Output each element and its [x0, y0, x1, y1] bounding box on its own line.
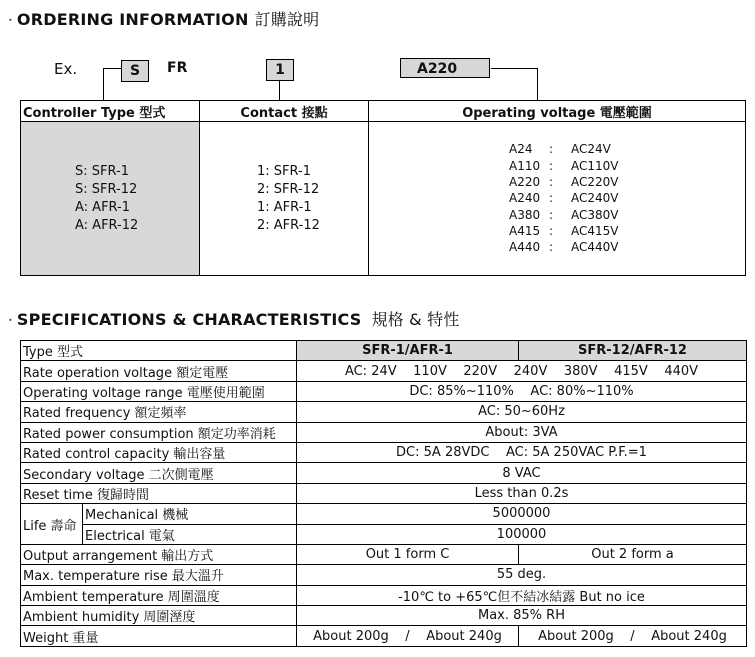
specs-title-zh: 規格 & 特性 [371, 310, 460, 329]
bullet-icon: • [8, 316, 13, 325]
freq-label: Rated frequency 額定頻率 [21, 402, 297, 422]
power-label: Rated power consumption 額定功率消耗 [21, 422, 297, 442]
separator: : [549, 175, 554, 190]
table-row [21, 606, 747, 626]
example-box-contact: 1 [266, 59, 294, 81]
electrical-label: Electrical 電氣 [83, 524, 297, 544]
weight-a-value: About 200g / About 240g [297, 626, 519, 646]
header-contact: Contact 接點 [200, 101, 369, 122]
list-item [509, 223, 619, 239]
ambient-temp-label: Ambient temperature 周圍溫度 [21, 585, 297, 605]
table-row [21, 504, 747, 524]
voltage-value: AC415V [571, 223, 619, 238]
ordering-title-zh: 訂購說明 [254, 10, 320, 29]
temp-rise-value: 55 deg. [297, 565, 747, 585]
voltage-cell [369, 122, 746, 276]
electrical-value: 100000 [297, 524, 747, 544]
rate-voltage-value: AC: 24V 110V 220V 240V 380V 415V 440V [297, 361, 747, 381]
voltage-value: AC380V [571, 207, 619, 222]
list-item: S: SFR-1 [75, 163, 129, 179]
output-a-value: Out 1 form C [297, 544, 519, 564]
contact-list [257, 163, 320, 235]
separator: : [549, 223, 554, 238]
freq-value: AC: 50~60Hz [297, 402, 747, 422]
voltage-code: A110 [509, 158, 541, 173]
list-item: 1: AFR-1 [257, 199, 312, 215]
list-item: A: AFR-12 [75, 217, 139, 233]
secondary-value: 8 VAC [297, 463, 747, 483]
example-box-controller: S [121, 60, 149, 82]
list-item [509, 190, 619, 206]
header-operating-voltage: Operating voltage 電壓範圍 [369, 101, 746, 122]
separator: : [549, 191, 554, 206]
separator: : [549, 207, 554, 222]
voltage-value: AC240V [571, 191, 619, 206]
ordering-title-text: ORDERING INFORMATION [16, 10, 249, 29]
voltage-value: AC220V [571, 175, 619, 190]
reset-value: Less than 0.2s [297, 483, 747, 503]
separator: : [549, 158, 554, 173]
list-item [509, 141, 619, 157]
table-row [21, 544, 747, 564]
specs-title-text: SPECIFICATIONS & CHARACTERISTICS [16, 310, 362, 329]
voltage-list [509, 141, 619, 255]
secondary-label: Secondary voltage 二次側電壓 [21, 463, 297, 483]
mechanical-label: Mechanical 機械 [83, 504, 297, 524]
list-item: 2: AFR-12 [257, 217, 320, 233]
power-value: About: 3VA [297, 422, 747, 442]
controller-type-list [75, 163, 138, 235]
life-label: Life 壽命 [21, 504, 83, 545]
connector-line [103, 68, 121, 69]
voltage-code: A415 [509, 223, 541, 238]
separator: : [549, 142, 554, 157]
table-row [21, 565, 747, 585]
table-row [21, 381, 747, 401]
output-b-value: Out 2 form a [519, 544, 747, 564]
op-range-value: DC: 85%~110% AC: 80%~110% [297, 381, 747, 401]
table-row [21, 626, 747, 646]
example-fr: FR [167, 60, 188, 76]
humidity-label: Ambient humidity 周圍溼度 [21, 606, 297, 626]
separator: : [549, 240, 554, 255]
table-row [21, 341, 747, 361]
list-item [509, 239, 619, 255]
weight-label: Weight 重量 [21, 626, 297, 646]
contact-cell [200, 122, 369, 276]
list-item: 1: SFR-1 [257, 163, 311, 179]
model-b-header: SFR-12/AFR-12 [519, 341, 747, 361]
control-value: DC: 5A 28VDC AC: 5A 250VAC P.F.=1 [297, 442, 747, 462]
table-row [21, 402, 747, 422]
ambient-temp-value: -10℃ to +65℃但不結冰結露 But no ice [297, 585, 747, 605]
header-controller-type: Controller Type 型式 [21, 101, 200, 122]
voltage-value: AC440V [571, 240, 619, 255]
list-item: 2: SFR-12 [257, 181, 320, 197]
bullet-icon: • [8, 16, 13, 25]
connector-line [537, 68, 538, 101]
type-label: Type 型式 [21, 341, 297, 361]
table-row [21, 422, 747, 442]
voltage-code: A440 [509, 240, 541, 255]
specs-section-title [8, 307, 460, 330]
voltage-value: AC110V [571, 158, 619, 173]
humidity-value: Max. 85% RH [297, 606, 747, 626]
table-row [21, 463, 747, 483]
voltage-value: AC24V [571, 142, 611, 157]
list-item: A: AFR-1 [75, 199, 131, 215]
voltage-code: A240 [509, 191, 541, 206]
table-row [21, 585, 747, 605]
controller-type-cell [21, 122, 200, 276]
voltage-code: A220 [509, 175, 541, 190]
rate-voltage-label: Rate operation voltage 額定電壓 [21, 361, 297, 381]
output-label: Output arrangement 輸出方式 [21, 544, 297, 564]
weight-b-value: About 200g / About 240g [519, 626, 747, 646]
example-box-voltage: A220 [400, 58, 490, 78]
table-row [21, 361, 747, 381]
table-row [21, 442, 747, 462]
connector-line [103, 68, 104, 101]
list-item [509, 174, 619, 190]
list-item [509, 158, 619, 174]
voltage-code: A380 [509, 207, 541, 222]
connector-line [491, 68, 537, 69]
table-row [21, 524, 747, 544]
reset-label: Reset time 復歸時間 [21, 483, 297, 503]
ordering-table [20, 100, 746, 276]
list-item: S: SFR-12 [75, 181, 138, 197]
model-a-header: SFR-1/AFR-1 [297, 341, 519, 361]
list-item [509, 207, 619, 223]
control-label: Rated control capacity 輸出容量 [21, 442, 297, 462]
ordering-section-title [8, 7, 319, 30]
mechanical-value: 5000000 [297, 504, 747, 524]
voltage-code: A24 [509, 142, 533, 157]
table-row [21, 483, 747, 503]
temp-rise-label: Max. temperature rise 最大溫升 [21, 565, 297, 585]
connector-line [279, 80, 280, 101]
specs-table [20, 340, 747, 647]
example-label: Ex. [54, 60, 78, 78]
op-range-label: Operating voltage range 電壓使用範圍 [21, 381, 297, 401]
